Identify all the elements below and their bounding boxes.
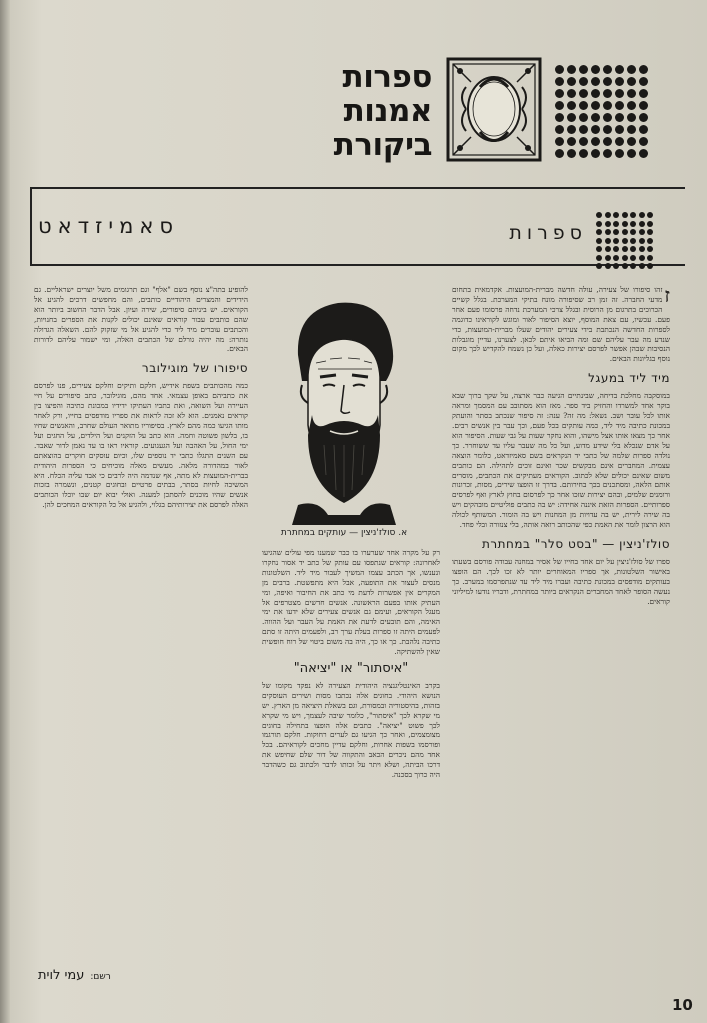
section-label: ספרות — [509, 222, 587, 244]
decorative-dot — [622, 238, 628, 244]
decorative-dot — [639, 77, 648, 86]
decorative-dot — [567, 89, 576, 98]
decorative-dot — [615, 101, 624, 110]
decorative-dot — [605, 229, 611, 235]
subhead-hand-to-hand: מיד ליד במעגל — [588, 371, 670, 386]
decorative-dot — [639, 255, 645, 261]
right-column — [452, 285, 670, 955]
decorative-dot — [613, 255, 619, 261]
decorative-dot — [630, 221, 636, 227]
decorative-dot — [603, 89, 612, 98]
body-mogilover: כמה מהכותבים בשפת אידיש, חלקם ותיקים וחלקם צעירים, פנו לפרסם את כתביהם באופן עצמאי. אחד מהם, מוגילובר, כתב סיפורים על חיי העיירה ועל השואה, ואת כתביו העתיקו ידידיו במכונת כתיבה והפיצו בין קוראים נאמנים. הוא לא זכה לראות את ספריו מודפסים בחייו, ורק לאחר מותו הגיעו כמה מהם לארץ. בסיפוריו מתואר העולם שחרב, והאנשים שחיו בו, בלשון פשוטה וחמה. הוא כתב על הזקנים ועל הילדים, על החגים ועל ימי החול, על האהבה ועל הגעגועים. קוראיו ראו בו עד נאמן לדור שאבד. עם השנים התגלו כתבי יד נוספים שלו, וכיום עוסקים חוקרים בהוצאתם לאור במהדורה מלאה. מעשים מאלה מוכיחים כי הספרות היהודית בברית-המועצות לא מתה, אף שנדמה היה לרבים כי אבד עליה הכלח. היא המשיכה לחיות בסתר, בבתים פרטיים ובחוגים קטנים, ונשמרה בזכות אנשים שהיו מוכנים להסתכן למענה. ואולי יבוא יום שבו יוכלו הכותבים האלה לפרסם את יצירותיהם בגלוי, ולהגיע אל כל הקוראים המחכים להן. — [34, 381, 248, 510]
decorative-dot — [596, 212, 602, 218]
decorative-dot — [603, 137, 612, 146]
decorative-dot — [622, 263, 628, 269]
decorative-dot — [615, 125, 624, 134]
decorative-dot — [647, 255, 653, 261]
decorative-dot — [555, 101, 564, 110]
decorative-dot — [639, 65, 648, 74]
decorative-dot — [596, 255, 602, 261]
decorative-dot — [630, 229, 636, 235]
decorative-dot — [613, 246, 619, 252]
decorative-dot — [622, 255, 628, 261]
decorative-dot — [555, 65, 564, 74]
editor-name: עמי לוית — [38, 968, 85, 983]
section-left-rule — [30, 188, 32, 265]
decorative-dot — [605, 212, 611, 218]
left-column — [34, 285, 248, 960]
body-left-top: להופיע בתה"צ נוסף בשם "אלף" וגם תרגומים משל יוצרים ישראליים. גם הידידים והמצרים היהודיים כותבים, והם מחפשים דרכים להגיע אל הקוראים. יש ביניהם סיפורים, שירה ועיון. אבל הדבר החשוב ביותר הוא שהם כותבים עבור קוראים שאינם יכולים לקנות את הספרים בחנויות, והכתבים עוברים מיד ליד כדי להגיע אל מי שזקוק להם. השאלה הגדולה נותרה: מה יהיה גורלם של הכתבים האלה, ומי ישמור עליהם לדורות הבאים. — [34, 285, 248, 354]
subhead-istor-or-exit: "איסתור" או "יציאה" — [293, 660, 409, 676]
decorative-dot — [615, 65, 624, 74]
page-number: 10 — [672, 996, 693, 1014]
decorative-dot — [622, 212, 628, 218]
intro-text: זהו סיפורו של צעירה, עולה חדשה מברית-המועצות. אקדמאית בתחום מדעי החברה. זה זמן רב שסיפורה מונח בתיקי המערכת. בגלל קשיים הכרוכים בתרגום מן הרוסית ובגלל צרכי המערכת נדחה פרסומו פעם אחר פעם. עכשיו, עם צאת המוסף, יוצא הסיפור לאור ומוגש לקוראינו כדוגמה לספרות החדשה הנכתבת בידי צעירים יהודים שעלו מברית-המועצות, כדי שנדע מה עבר עליהם שם ומה הביאו איתם לכאן. לצערנו, עדיין מוגבלות הנסיבות שבהן אפשר לפרסם יצירות כאלה, ועל כן נשמח להקדיש לכך מקום נוסף בגליונות הבאים. — [452, 285, 670, 364]
decorative-dot — [603, 149, 612, 158]
decorative-dot — [615, 149, 624, 158]
decorative-dot — [579, 101, 588, 110]
decorative-dot — [630, 238, 636, 244]
decorative-dot — [630, 246, 636, 252]
subhead-solzhenitsyn: סולז'ניצין — "בסט סלר" במחתרת — [481, 536, 670, 551]
decorative-dot — [647, 221, 653, 227]
page-fold-shadow — [0, 0, 10, 1023]
decorative-dot — [555, 89, 564, 98]
decorative-dot — [613, 221, 619, 227]
decorative-dot — [567, 149, 576, 158]
decorative-dot — [567, 137, 576, 146]
decorative-dot — [567, 77, 576, 86]
decorative-dot — [647, 212, 653, 218]
decorative-dot — [605, 246, 611, 252]
decorative-dot — [603, 125, 612, 134]
decorative-dot — [579, 65, 588, 74]
section-bottom-rule — [30, 264, 685, 266]
decorative-dot — [639, 125, 648, 134]
decorative-dot — [605, 263, 611, 269]
decorative-dot — [605, 221, 611, 227]
section-dot-grid — [596, 212, 654, 270]
decorative-dot — [647, 229, 653, 235]
decorative-dot — [555, 125, 564, 134]
decorative-dot — [647, 238, 653, 244]
decorative-dot — [579, 125, 588, 134]
decorative-dot — [591, 89, 600, 98]
decorative-dot — [603, 101, 612, 110]
decorative-dot — [596, 263, 602, 269]
decorative-dot — [567, 101, 576, 110]
decorative-dot — [639, 113, 648, 122]
decorative-dot — [647, 263, 653, 269]
subhead-mogilover: סיפורו של מוגילובר — [141, 361, 248, 376]
portrait-caption: א. סולז'ניצין — עותקים במחתרת — [280, 528, 408, 538]
decorative-dot — [639, 89, 648, 98]
decorative-dot — [605, 255, 611, 261]
decorative-dot — [603, 65, 612, 74]
decorative-dot — [613, 263, 619, 269]
decorative-dot — [627, 125, 636, 134]
decorative-dot — [627, 89, 636, 98]
decorative-dot — [630, 255, 636, 261]
decorative-dot — [596, 246, 602, 252]
decorative-dot — [596, 238, 602, 244]
decorative-dot — [579, 113, 588, 122]
decorative-dot — [603, 113, 612, 122]
header-title-art: אמנות — [343, 93, 432, 129]
decorative-dot — [615, 137, 624, 146]
decorative-dot — [591, 125, 600, 134]
decorative-dot — [630, 212, 636, 218]
decorative-dot — [630, 263, 636, 269]
middle-column — [262, 548, 440, 960]
decorative-dot — [579, 149, 588, 158]
ornamental-frame-emblem — [446, 57, 542, 162]
header-title-literature: ספרות — [342, 59, 432, 95]
decorative-dot — [613, 229, 619, 235]
decorative-dot — [639, 238, 645, 244]
decorative-dot — [639, 137, 648, 146]
header-rule — [30, 187, 685, 189]
decorative-dot — [627, 149, 636, 158]
decorative-dot — [591, 137, 600, 146]
decorative-dot — [579, 77, 588, 86]
header-title-criticism: ביקורת — [333, 127, 432, 163]
header-titles — [300, 60, 432, 162]
decorative-dot — [596, 229, 602, 235]
decorative-dot — [591, 113, 600, 122]
decorative-dot — [627, 137, 636, 146]
body-middle-2: בקרב האינטליגנציה היהודית הצעירה לא נפקד מקומו של הנושא היהודי. בחוגים אלה נכתבו מסות ושירים העוסקים בזהות, בהיסטוריה ובמסורת, וגם בשאלת היציאה מן הארץ. יש מי שקרא לכך "איסתור", כלומר שיבה לעצמך, ויש מי שקרא לכך פשוט "יציאה". כתבים אלה הופצו בתחילה בחוגים מצומצמים, ואחר כך הגיעו גם לערים רחוקות. חלקם תורגמו ופורסמו בשפות אחרות, וחלקם עדיין מחכים לקוראיהם. בכל אחד מהם ניכרים הכאב והתקווה של דור שלם שחיפש את דרכו הביתה, ושלא ויתר על זכותו לדבר ולכתוב גם כשהדבר היה כרוך בסכנה. — [262, 680, 440, 780]
decorative-dot — [622, 229, 628, 235]
decorative-dot — [567, 65, 576, 74]
decorative-dot — [639, 263, 645, 269]
decorative-dot — [567, 125, 576, 134]
editor-label: רשם: — [90, 972, 111, 982]
body-solzhenitsyn: ספרו של סולז'ניצין על יום אחד בחייו של אסיר במחנה עבודה פורסם בשעתו באישור השלטונות, אך ספריו המאוחרים יותר לא זכו לכך. הם הופצו בעותקים מודפסים במכונת כתיבה ועברו מיד ליד עד שנתפרסמו במערב. כך נעשה הסופר לאחד המחברים הנקראים ביותר במחתרת, ודבריו נודעו למיליוני קוראים. — [452, 556, 670, 606]
decorative-dot — [579, 89, 588, 98]
decorative-dot — [555, 149, 564, 158]
editor-credit — [38, 968, 258, 983]
decorative-dot — [639, 101, 648, 110]
decorative-dot — [615, 77, 624, 86]
decorative-dot — [627, 77, 636, 86]
body-hand-to-hand: במוסקבה מחלכת בדיחה, שבינתיים הגיעה כבר ארצה, על שקך ברוך שבא בוקר אחד למשרדו והחזיק ביד ספר. מאז הוא מסתובב עם המסמך ומראה אותו לכל עובר ושב. נשאל: מה זה? ענה: זה סיפור שנכתב בסתר והועתק במכונת כתיבה מיד ליד, כמה עותקים בכל פעם, וכך עבר בין אנשים רבים. אחר כך מצאו אותו אצל מישהו, והוא נחקר שעות על גבי שעות. הסיפור הוא על אדם שנכלא בלי שידע מדוע, ועל כל מה שעבר עליו עד ששוחרר. כך נולדה ספרות שלמה של כתבי יד הנקראים בשם סאמיזדאט, כלומר הוצאה עצמית. המחברים אינם מבקשים שכר ואינם זוכים לתהילה. הם כותבים משום שאינם יכולים שלא לכתוב. הקוראים מעתיקים את הכתבים, מוסרים אותם הלאה, ומסתכנים בכך בחירותם. בדרך זו הופצו שירים, מסות, זכרונות ורומנים שלמים, ובהם יצירות שזכו אחר כך לפרסום בחוץ לארץ ואף לפרסים ספרותיים. הספרות הזאת איננה אחידה: יש בה כתבים פוליטיים מובהקים ויש בה שירה לירית, יש בה עדויות מן המחנות ויש בה הומור. המשותף לכולה הוא הרצון לומר את האמת כפי שהכותב רואה אותה, בלי צנזורה ובלי פחד. — [452, 391, 670, 530]
decorative-dot — [555, 137, 564, 146]
decorative-dot — [639, 149, 648, 158]
decorative-dot — [591, 77, 600, 86]
header-dot-grid — [555, 65, 649, 159]
decorative-dot — [591, 101, 600, 110]
decorative-dot — [615, 113, 624, 122]
solzhenitsyn-portrait-illustration — [268, 285, 418, 525]
decorative-dot — [627, 65, 636, 74]
decorative-dot — [603, 77, 612, 86]
decorative-dot — [627, 101, 636, 110]
decorative-dot — [567, 113, 576, 122]
decorative-dot — [639, 212, 645, 218]
decorative-dot — [639, 229, 645, 235]
decorative-dot — [615, 89, 624, 98]
decorative-dot — [591, 149, 600, 158]
decorative-dot — [605, 238, 611, 244]
decorative-dot — [639, 221, 645, 227]
decorative-dot — [627, 113, 636, 122]
decorative-dot — [647, 246, 653, 252]
decorative-dot — [591, 65, 600, 74]
body-middle-1: רק על מקרה אחד שערערו בו כבר שמענו מפי עולים שהגיעו לאחרונה: קוראים שנתפסו עם עותק של כתב יד אסור נחקרו ונענשו, אך הכתב עצמו המשיך לעבור מיד ליד. השלטונות מנסים לעצור את התופעה, אבל היא מתפשטת. ברבים מן המקרים אין אפשרות לדעת מי כתב את החיבור ואיפה, ומי העתיק אותו בפעם הראשונה. אנשים חדשים מצטרפים אל מעגל הקוראים, ועימם גם אנשים צעירים שלא ידעו את ימי האימה, והם תובעים לדעת את האמת על העבר ועל ההווה. לפעמים היתה זו ספרות בעלת ערך רב, ולפעמים היתה זו סתם כתיבה נלהבת. כך או כך, היה בה משום ביטוי של רוח חופשית שאין להשתיקה. — [262, 548, 440, 657]
decorative-dot — [613, 212, 619, 218]
intro-paragraph: ז זהו סיפורו של צעירה, עולה חדשה מברית-המועצות. אקדמאית בתחום מדעי החברה. זה זמן רב שסיפורה מונח בתיקי המערכת. בגלל קשיים הכרוכים בתרגום מן הרוסית ובגלל צרכי המערכת נדחה פרסומו פעם אחר פעם. עכשיו, עם צאת המוסף, יוצא הסיפור לאור ומוגש לקוראינו כדוגמה לספרות החדשה הנכתבת בידי צעירים יהודים שעלו מברית-המועצות, כדי שנדע מה עבר עליהם שם ומה הביאו איתם לכאן. לצערנו, עדיין מוגבלות הנסיבות שבהן אפשר לפרסם יצירות כאלה, ועל כן נשמח להקדיש לכך מקום נוסף בגליונות הבאים. — [452, 285, 670, 364]
decorative-dot — [613, 238, 619, 244]
decorative-dot — [579, 137, 588, 146]
decorative-dot — [622, 246, 628, 252]
decorative-dot — [639, 246, 645, 252]
decorative-dot — [622, 221, 628, 227]
decorative-dot — [596, 221, 602, 227]
decorative-dot — [555, 113, 564, 122]
decorative-dot — [555, 77, 564, 86]
samizdat-title: סאמיזדאט — [38, 214, 180, 238]
